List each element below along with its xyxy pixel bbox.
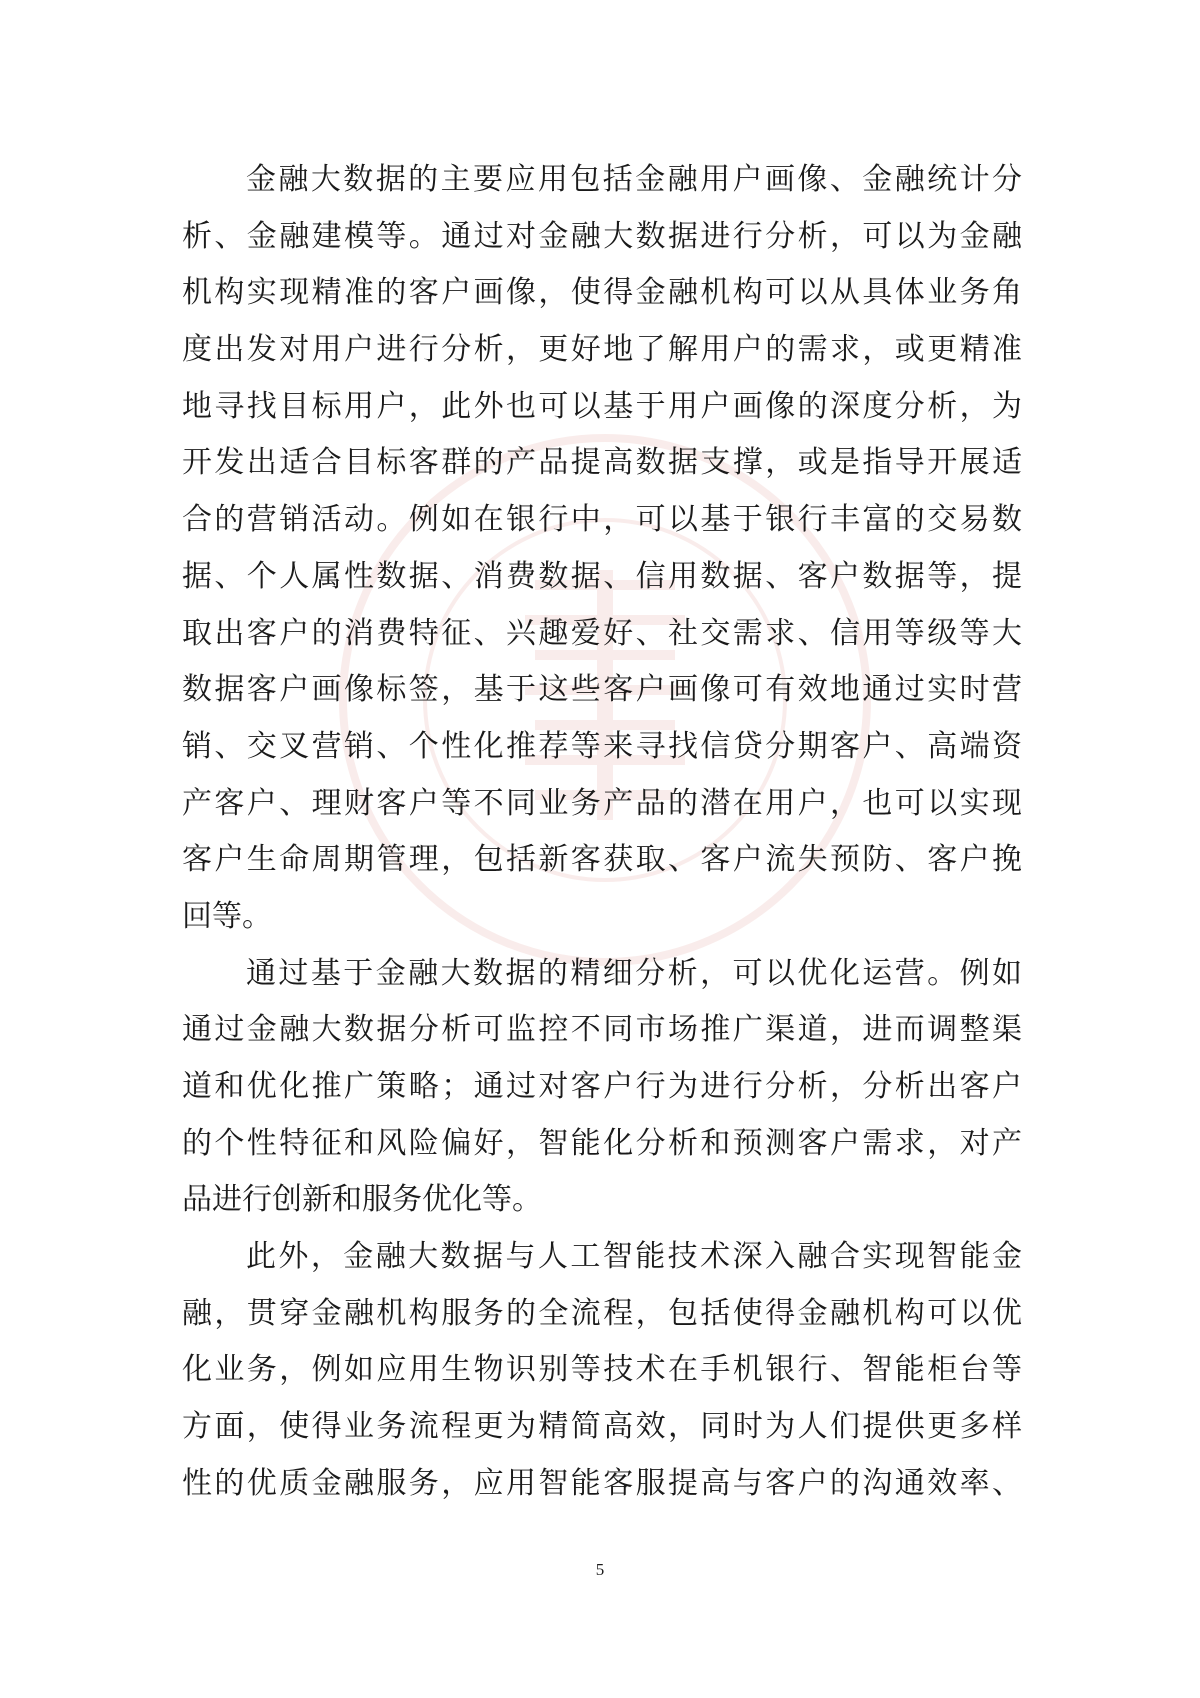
text-line: 合的营销活动。例如在银行中，可以基于银行丰富的交易数 [182, 502, 1022, 538]
text-line: 取出客户的消费特征、兴趣爱好、社交需求、信用等级等大 [182, 615, 1022, 651]
text-line: 道和优化推广策略；通过对客户行为进行分析，分析出客户 [182, 1069, 1022, 1104]
text-line: 融，贯穿金融机构服务的全流程，包括使得金融机构可以优 [182, 1295, 1022, 1331]
text-line: 的个性特征和风险偏好，智能化分析和预测客户需求，对产 [182, 1125, 1022, 1161]
text-line: 品进行创新和服务优化等。 [182, 1182, 542, 1218]
paragraph [182, 152, 1022, 946]
text-line: 数据客户画像标签，基于这些客户画像可有效地通过实时营 [182, 672, 1022, 708]
text-line: 方面，使得业务流程更为精简高效，同时为人们提供更多样 [182, 1409, 1022, 1445]
text-line: 产客户、理财客户等不同业务产品的潜在用户，也可以实现 [182, 785, 1022, 821]
text-line: 开发出适合目标客群的产品提高数据支撑，或是指导开展适 [182, 445, 1022, 481]
text-line: 通过基于金融大数据的精细分析，可以优化运营。例如 [246, 955, 1022, 991]
text-line: 据、个人属性数据、消费数据、信用数据、客户数据等，提 [182, 558, 1022, 594]
text-line: 地寻找目标用户，此外也可以基于用户画像的深度分析，为 [182, 388, 1022, 424]
text-line: 性的优质金融服务，应用智能客服提高与客户的沟通效率、 [182, 1465, 1022, 1501]
paragraph [182, 946, 1022, 1229]
paragraph [182, 1229, 1022, 1512]
text-line: 机构实现精准的客户画像，使得金融机构可以从具体业务角 [182, 275, 1022, 311]
text-line: 度出发对用户进行分析，更好地了解用户的需求，或更精准 [182, 332, 1022, 368]
text-line: 金融大数据的主要应用包括金融用户画像、金融统计分 [246, 162, 1022, 197]
text-line: 化业务，例如应用生物识别等技术在手机银行、智能柜台等 [182, 1352, 1022, 1388]
text-line: 此外，金融大数据与人工智能技术深入融合实现智能金 [246, 1239, 1022, 1275]
text-line: 销、交叉营销、个性化推荐等来寻找信贷分期客户、高端资 [182, 728, 1022, 764]
text-line: 回等。 [182, 898, 272, 934]
text-line: 析、金融建模等。通过对金融大数据进行分析，可以为金融 [182, 218, 1022, 254]
page-number: 5 [595, 1560, 605, 1579]
text-line: 客户生命周期管理，包括新客获取、客户流失预防、客户挽 [182, 842, 1022, 878]
text-line: 通过金融大数据分析可监控不同市场推广渠道，进而调整渠 [182, 1012, 1022, 1048]
body-text [182, 152, 1022, 1513]
